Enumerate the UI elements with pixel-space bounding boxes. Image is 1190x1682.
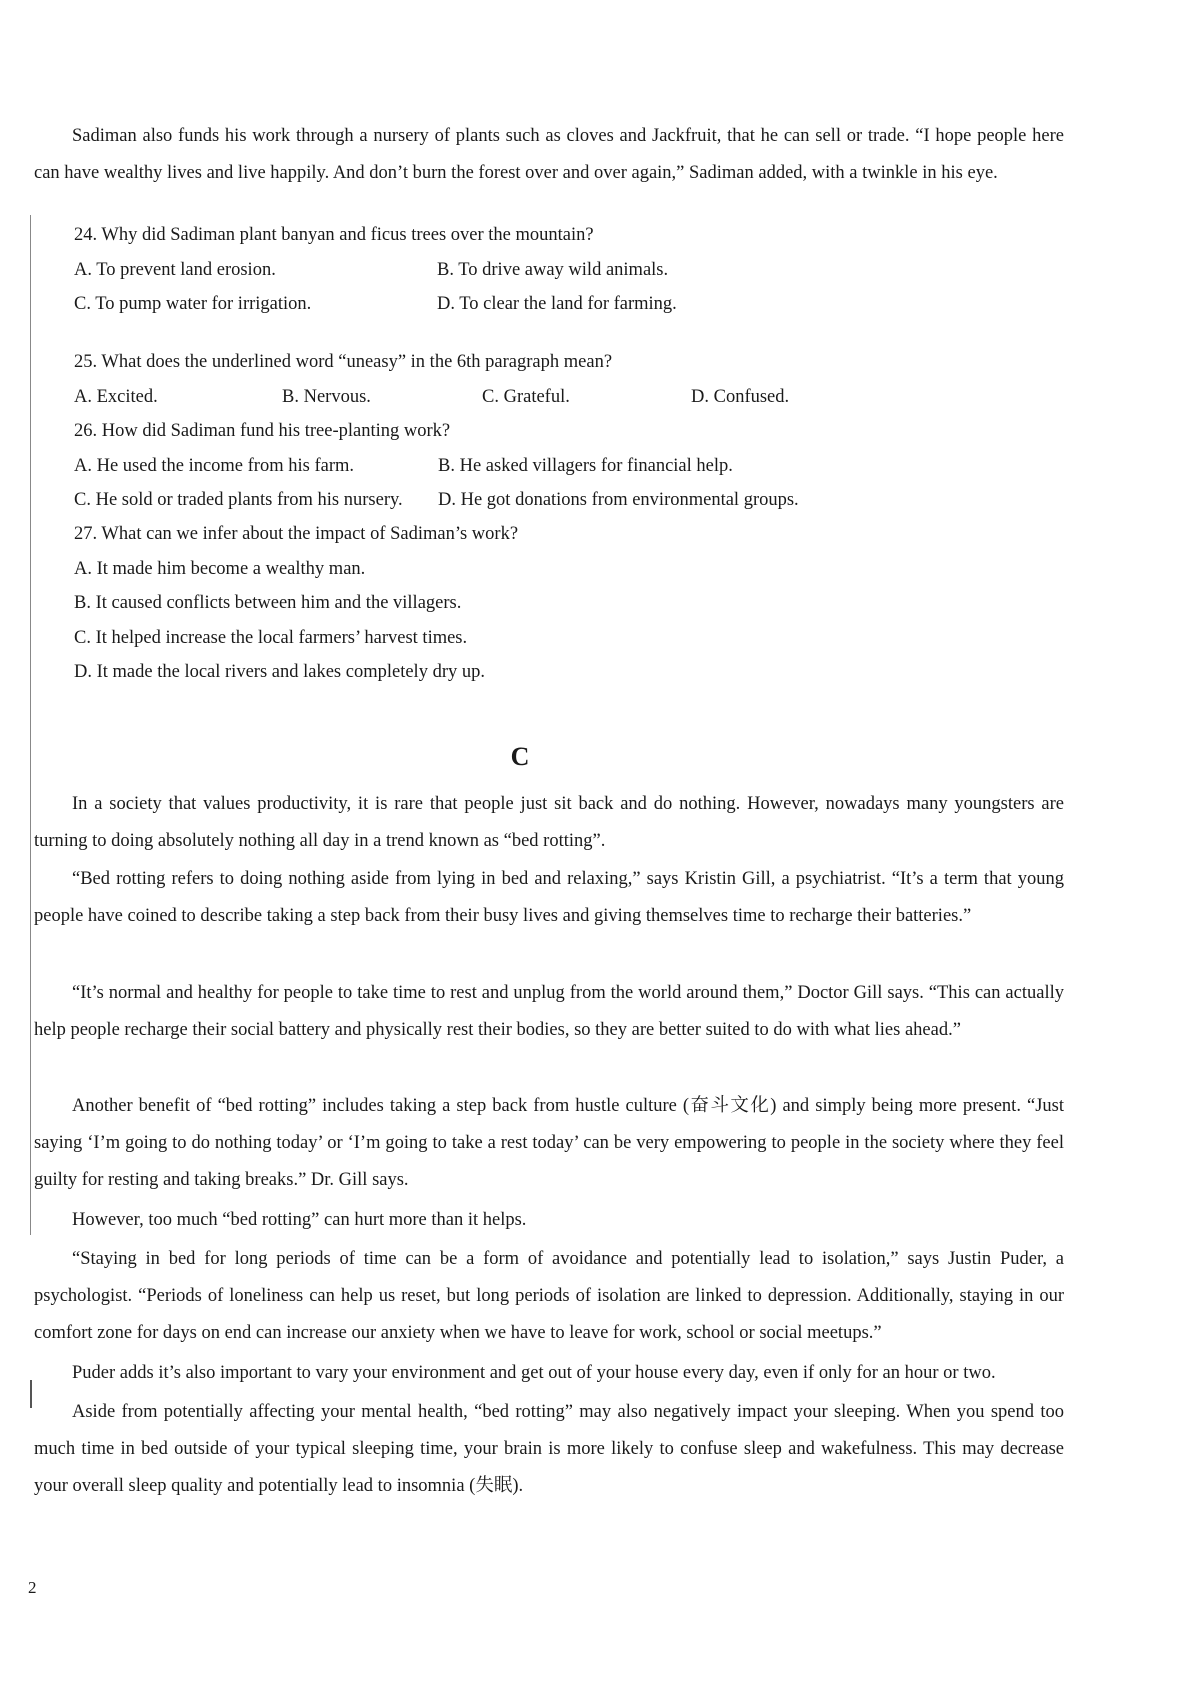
paragraph-5: However, too much “bed rotting” can hurt more than it helps. — [72, 1210, 527, 1230]
question-27 — [74, 517, 974, 690]
option-a: A. He used the income from his farm. — [74, 455, 354, 476]
passage-b-final-paragraph: Sadiman also funds his work through a nursery of plants such as cloves and Jackfruit, that he can sell or trade. “I hope people here can have wealthy lives and live happily. And don’t burn the forest over and over again,” Sadiman added, with a twinkle in his eye. — [34, 126, 1064, 183]
paragraph-7: Puder adds it’s also important to vary your environment and get out of your house every day, even if only for an hour or two. — [72, 1363, 996, 1383]
option-a: A. Excited. — [74, 386, 158, 407]
option-d: D. It made the local rivers and lakes completely dry up. — [74, 662, 485, 682]
paragraph-3: “It’s normal and healthy for people to take time to rest and unplug from the world around them,” Doctor Gill says. “This can actually help people recharge their social battery and physically rest their bodies, so they are better suited to do with what lies ahead.” — [34, 983, 1064, 1040]
question-stem: 27. What can we infer about the impact of Sadiman’s work? — [74, 524, 519, 544]
paragraph-6: “Staying in bed for long periods of time can be a form of avoidance and potentially lead to isolation,” says Justin Puder, a psychologist. “Periods of loneliness can help us reset, but long periods of isolation are linked to depression. Additionally, staying in our comfort zone for days on end can increase our anxiety when we have to leave for work, school or social meetups.” — [34, 1249, 1064, 1343]
option-d: D. Confused. — [691, 386, 790, 407]
question-26 — [74, 414, 974, 518]
option-row — [74, 287, 974, 322]
option-a: A. It made him become a wealthy man. — [74, 558, 366, 579]
option-row — [74, 253, 974, 288]
section-title: C — [510, 742, 530, 771]
paragraph-1: In a society that values productivity, it is rare that people just sit back and do nothing. However, nowadays many youngsters are turning to doing absolutely nothing all day in a trend known as “bed rotting”. — [34, 794, 1064, 851]
option-b: B. Nervous. — [282, 386, 371, 407]
option-c: C. It helped increase the local farmers’ harvest times. — [74, 627, 468, 648]
question-25 — [74, 345, 974, 414]
paragraph-2: “Bed rotting refers to doing nothing aside from lying in bed and relaxing,” says Kristin Gill, a psychiatrist. “It’s a term that young people have coined to describe taking a step back from their busy lives and giving themselves time to recharge their batteries.” — [34, 869, 1064, 926]
option-row — [74, 449, 974, 484]
option-d: D. To clear the land for farming. — [437, 294, 677, 314]
margin-rule — [30, 215, 31, 1235]
option-b: B. He asked villagers for financial help. — [438, 455, 733, 476]
question-stem: 24. Why did Sadiman plant banyan and ficus trees over the mountain? — [74, 225, 594, 245]
option-c: C. To pump water for irrigation. — [74, 294, 312, 314]
option-b: B. To drive away wild animals. — [437, 259, 669, 280]
page-number: 2 — [28, 1578, 37, 1597]
option-row — [74, 483, 974, 518]
question-stem: 25. What does the underlined word “uneasy” in the 6th paragraph mean? — [74, 352, 613, 372]
option-c: C. Grateful. — [482, 386, 570, 407]
option-c: C. He sold or traded plants from his nursery. — [74, 490, 403, 510]
question-stem: 26. How did Sadiman fund his tree-planting work? — [74, 421, 451, 441]
paragraph-8: Aside from potentially affecting your mental health, “bed rotting” may also negatively impact your sleeping. When you spend too much time in bed outside of your typical sleeping time, your brain is more likely to confuse sleep and wakefulness. This may decrease your overall sleep quality and potentially lead to insomnia (失眠). — [34, 1402, 1064, 1496]
option-a: A. To prevent land erosion. — [74, 259, 276, 280]
question-24 — [74, 218, 974, 322]
paragraph-4: Another benefit of “bed rotting” includes taking a step back from hustle culture (奋斗文化) and simply being more present. “Just saying ‘I’m going to do nothing today’ or ‘I’m going to take a rest today’ can be very empowering to people in the society where they feel guilty for resting and taking breaks.” Dr. Gill says. — [34, 1096, 1064, 1190]
option-b: B. It caused conflicts between him and the villagers. — [74, 593, 462, 613]
option-row — [74, 380, 974, 415]
option-d: D. He got donations from environmental groups. — [438, 490, 799, 510]
margin-mark — [30, 1380, 32, 1408]
